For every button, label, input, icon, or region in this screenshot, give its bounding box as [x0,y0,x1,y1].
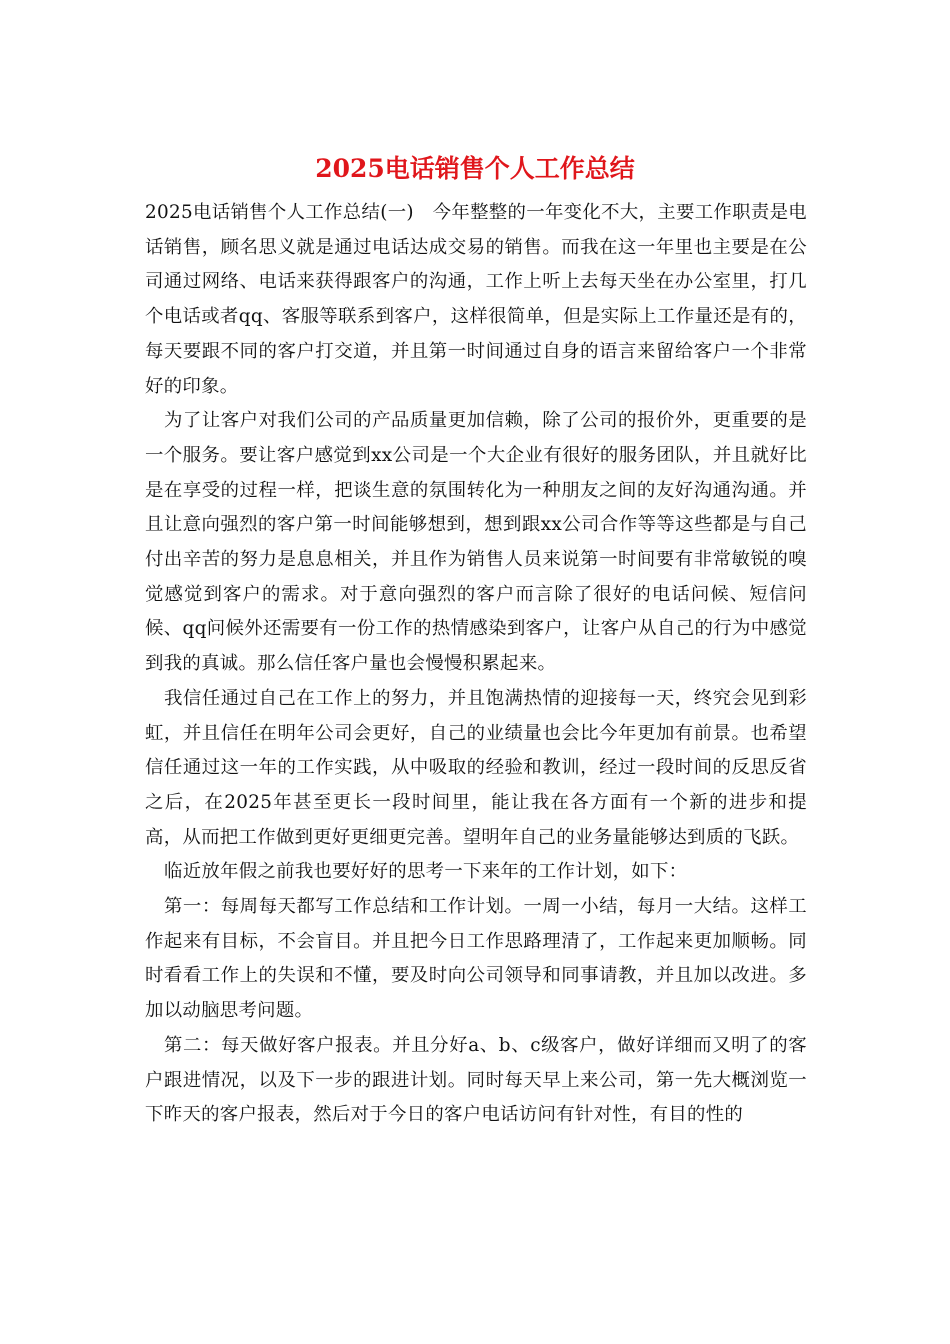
document-title: 2025电话销售个人工作总结 [315,154,635,183]
document-body [145,196,807,1133]
paragraph-plan-intro: 临近放年假之前我也要好好的思考一下来年的工作计划，如下： [164,861,688,883]
paragraph-plan-second: 第二：每天做好客户报表。并且分好a、b、c级客户，做好详细而又明了的客户跟进情况，以及下一步的跟进计划。同时每天早上来公司，第一先大概浏览一下昨天的客户报表，然后对于今日的客户电话访问有针对性，有目的性的 [145,1034,807,1126]
paragraph-outlook: 我信任通过自己在工作上的努力，并且饱满热情的迎接每一天，终究会见到彩虹，并且信任在明年公司会更好，自己的业绩量也会比今年更加有前景。也希望信任通过这一年的工作实践，从中吸取的经验和教训，经过一段时间的反思反省之后，在2025年甚至更长一段时间里，能让我在各方面有一个新的进步和提高，从而把工作做到更好更细更完善。望明年自己的业务量能够达到质的飞跃。 [145,687,807,848]
paragraph-intro: 2025电话销售个人工作总结(一) 今年整整的一年变化不大，主要工作职责是电话销售，顾名思义就是通过电话达成交易的销售。而我在这一年里也主要是在公司通过网络、电话来获得跟客户的沟通，工作上听上去每天坐在办公室里，打几个电话或者qq、客服等联系到客户，这样很简单，但是实际上工作量还是有的，每天要跟不同的客户打交道，并且第一时间通过自身的语言来留给客户一个非常好的印象。 [145,202,807,397]
paragraph-plan-first: 第一：每周每天都写工作总结和工作计划。一周一小结，每月一大结。这样工作起来有目标，不会盲目。并且把今日工作思路理清了，工作起来更加顺畅。同时看看工作上的失误和不懂，要及时向公司领导和同事请教，并且加以改进。多加以动脑思考问题。 [145,896,807,1022]
paragraph-service: 为了让客户对我们公司的产品质量更加信赖，除了公司的报价外，更重要的是一个服务。要让客户感觉到xx公司是一个大企业有很好的服务团队，并且就好比是在享受的过程一样，把谈生意的氛围转化为一种朋友之间的友好沟通沟通。并且让意向强烈的客户第一时间能够想到，想到跟xx公司合作等等这些都是与自己付出辛苦的努力是息息相关，并且作为销售人员来说第一时间要有非常敏锐的嗅觉感觉到客户的需求。对于意向强烈的客户而言除了很好的电话问候、短信问候、qq问候外还需要有一份工作的热情感染到客户，让客户从自己的行为中感觉到我的真诚。那么信任客户量也会慢慢积累起来。 [145,410,807,675]
